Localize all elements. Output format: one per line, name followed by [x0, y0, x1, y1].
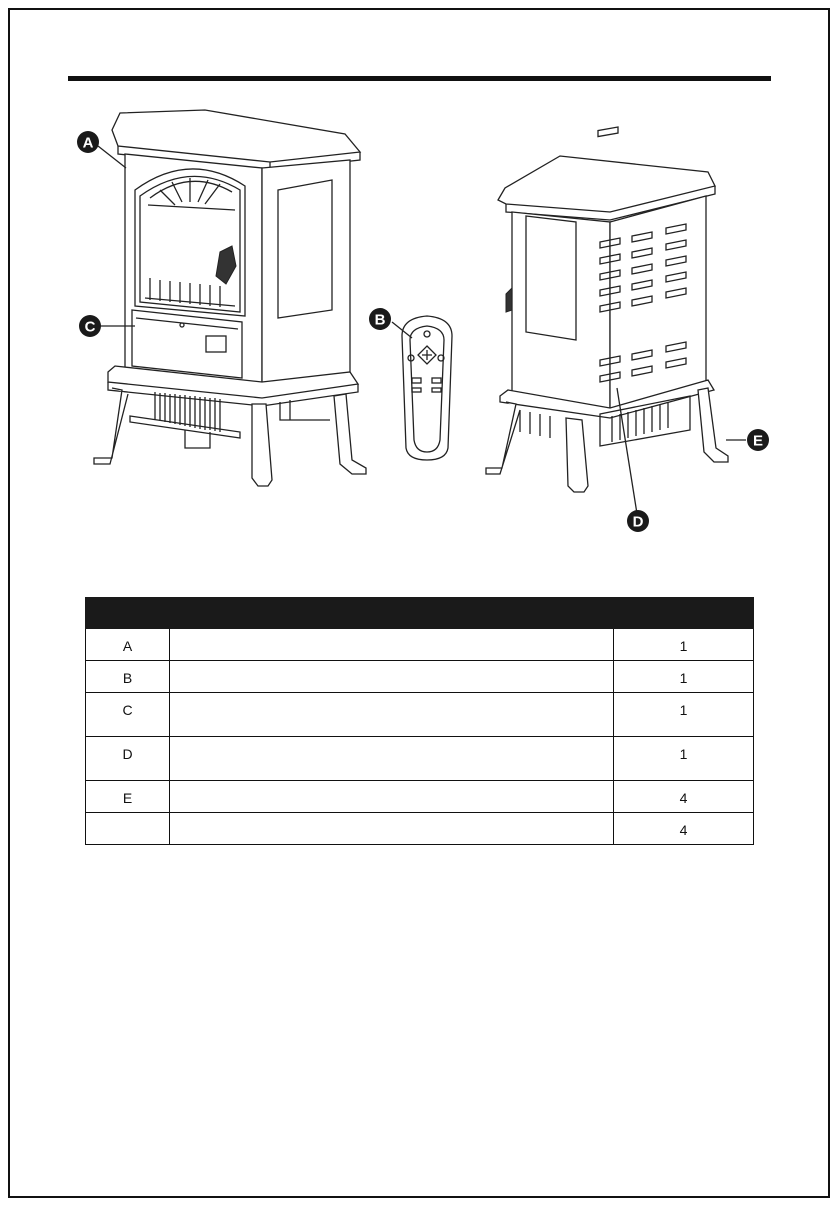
part-quantity: 1 [614, 661, 754, 693]
svg-text:A: A [82, 134, 94, 152]
fireplace-illustration [0, 0, 840, 560]
svg-text:B: B [374, 311, 386, 329]
part-quantity: 4 [614, 813, 754, 845]
fireplace-front-view [94, 110, 366, 486]
part-quantity: 1 [614, 737, 754, 781]
callout-b [369, 308, 391, 330]
part-description [170, 629, 614, 661]
part-letter: D [86, 737, 170, 781]
remote-control [402, 316, 452, 460]
part-description [170, 661, 614, 693]
table-row [86, 813, 754, 845]
table-row [86, 781, 754, 813]
part-letter [86, 813, 170, 845]
part-description [170, 813, 614, 845]
table-row [86, 629, 754, 661]
part-letter: C [86, 693, 170, 737]
callout-c [79, 315, 101, 337]
svg-text:D: D [632, 513, 644, 531]
table-row [86, 737, 754, 781]
callout-e [747, 429, 769, 451]
part-description [170, 693, 614, 737]
part-letter: A [86, 629, 170, 661]
part-quantity: 1 [614, 693, 754, 737]
parts-table-header [86, 598, 754, 629]
header-description [170, 598, 614, 629]
table-row [86, 661, 754, 693]
callout-d [627, 510, 649, 532]
part-quantity: 1 [614, 629, 754, 661]
part-letter: B [86, 661, 170, 693]
header-quantity [614, 598, 754, 629]
part-letter: E [86, 781, 170, 813]
header-part [86, 598, 170, 629]
part-description [170, 781, 614, 813]
table-row [86, 693, 754, 737]
part-quantity: 4 [614, 781, 754, 813]
svg-text:C: C [84, 318, 96, 336]
fireplace-rear-view [486, 127, 728, 492]
parts-table [85, 597, 754, 845]
svg-text:E: E [752, 432, 764, 450]
callout-a [77, 131, 99, 153]
part-description [170, 737, 614, 781]
